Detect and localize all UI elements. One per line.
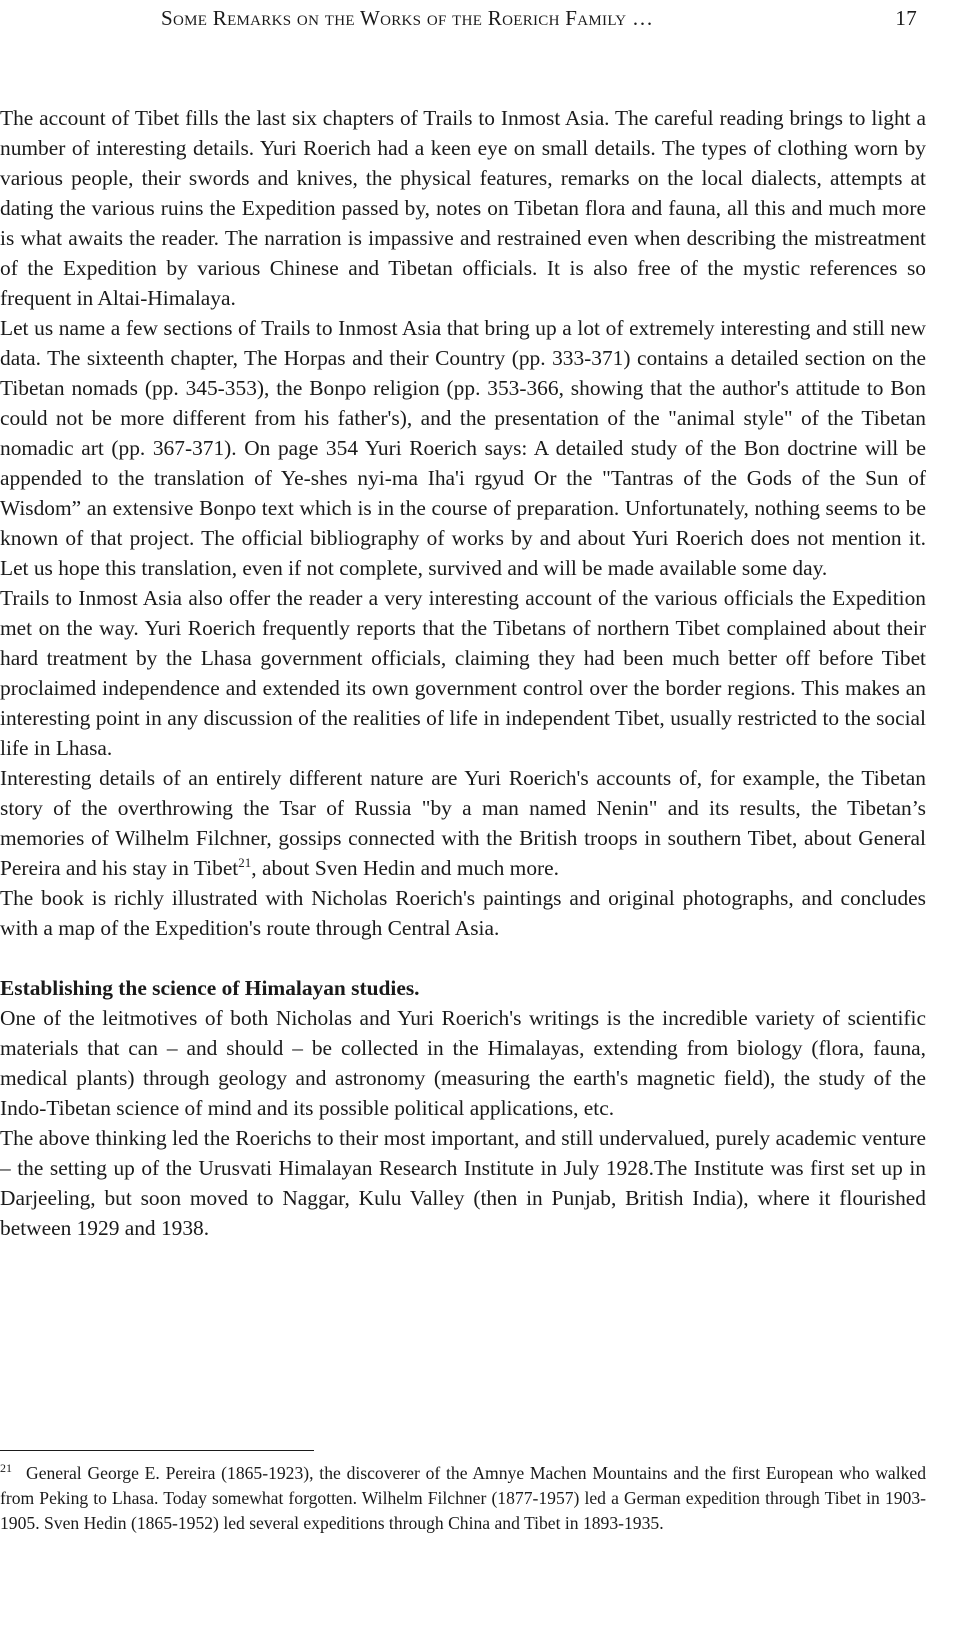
footnote-reference[interactable]: 21 [238,854,252,870]
paragraph-text-after-ref: , about Sven Hedin and much more. [251,856,559,880]
footnote [0,1461,926,1536]
page-number: 17 [895,6,917,30]
footnote-divider [0,1450,314,1451]
footnote-mark: 21 [0,1461,12,1476]
footnote-text: General George E. Pereira (1865-1923), the discoverer of the Amnye Machen Mountains and the first European who walked from Peking to Lhasa. Today somewhat forgotten. Wilhelm Filchner (1877-1957) led a German expedition through Tibet in 1903-1905. Sven Hedin (1865-1952) led several expeditions through China and Tibet in 1893-1935. [0,1463,926,1533]
paragraph-leitmotives: One of the leitmotives of both Nicholas and Yuri Roerich's writings is the incredible variety of scientific materials that can – and should – be collected in the Himalayas, extending from biology (flora, fauna, medical plants) through geology and astronomy (measuring the earth's magnetic field), the study of the Indo-Tibetan science of mind and its possible political applications, etc. [0,1006,926,1120]
paragraph-tibet-account: The account of Tibet fills the last six chapters of Trails to Inmost Asia. The careful reading brings to light a number of interesting details. Yuri Roerich had a keen eye on small details. The types of clothing worn by various people, their swords and knives, the physical features, remarks on the local dialects, attempts at dating the various ruins the Expedition passed by, notes on Tibetan flora and fauna, all this and much more is what awaits the reader. The narration is impassive and restrained even when describing the mistreatment of the Expedition by various Chinese and Tibetan officials. It is also free of the mystic references so frequent in Altai-Himalaya. [0,106,926,310]
running-header [161,6,921,34]
running-title: Some Remarks on the Works of the Roerich Family … [161,6,654,30]
paragraph-illustrations: The book is richly illustrated with Nicholas Roerich's paintings and original photographs, and concludes with a map of the Expedition's route through Central Asia. [0,886,926,940]
body-text [0,103,926,1243]
section-heading: Establishing the science of Himalayan studies. [0,976,420,1000]
paragraph-text-before-ref: Interesting details of an entirely different nature are Yuri Roerich's accounts of, for example, the Tibetan story of the overthrowing the Tsar of Russia "by a man named Nenin" and its results, the Tibetan’s memories of Wilhelm Filchner, gossips connected with the British troops in southern Tibet, about General Pereira and his stay in Tibet [0,766,926,880]
paragraph-interesting-details [0,763,926,883]
paragraph-urusvati: The above thinking led the Roerichs to their most important, and still undervalued, purely academic venture – the setting up of the Urusvati Himalayan Research Institute in July 1928.The Institute was first set up in Darjeeling, but soon moved to Naggar, Kulu Valley (then in Punjab, British India), where it flourished between 1929 and 1938. [0,1126,926,1240]
paragraph-officials: Trails to Inmost Asia also offer the reader a very interesting account of the various officials the Expedition met on the way. Yuri Roerich frequently reports that the Tibetans of northern Tibet complained about their hard treatment by the Lhasa government officials, claiming they had been much better off before Tibet proclaimed independence and extended its own government control over the border regions. This makes an interesting point in any discussion of the realities of life in independent Tibet, usually restricted to the social life in Lhasa. [0,586,926,760]
paragraph-sections: Let us name a few sections of Trails to Inmost Asia that bring up a lot of extremely interesting and still new data. The sixteenth chapter, The Horpas and their Country (pp. 333-371) contains a detailed section on the Tibetan nomads (pp. 345-353), the Bonpo religion (pp. 353-366, showing that the author's attitude to Bon could not be more different from his father's), and the presentation of the "animal style" of the Tibetan nomadic art (pp. 367-371). On page 354 Yuri Roerich says: A detailed study of the Bon doctrine will be appended to the translation of Ye-shes nyi-ma Iha'i rgyud Or the "Tantras of the Gods of the Sun of Wisdom” an extensive Bonpo text which is in the course of preparation. Unfortunately, nothing seems to be known of that project. The official bibliography of works by and about Yuri Roerich does not mention it. Let us hope this translation, even if not complete, survived and will be made available some day. [0,316,926,580]
